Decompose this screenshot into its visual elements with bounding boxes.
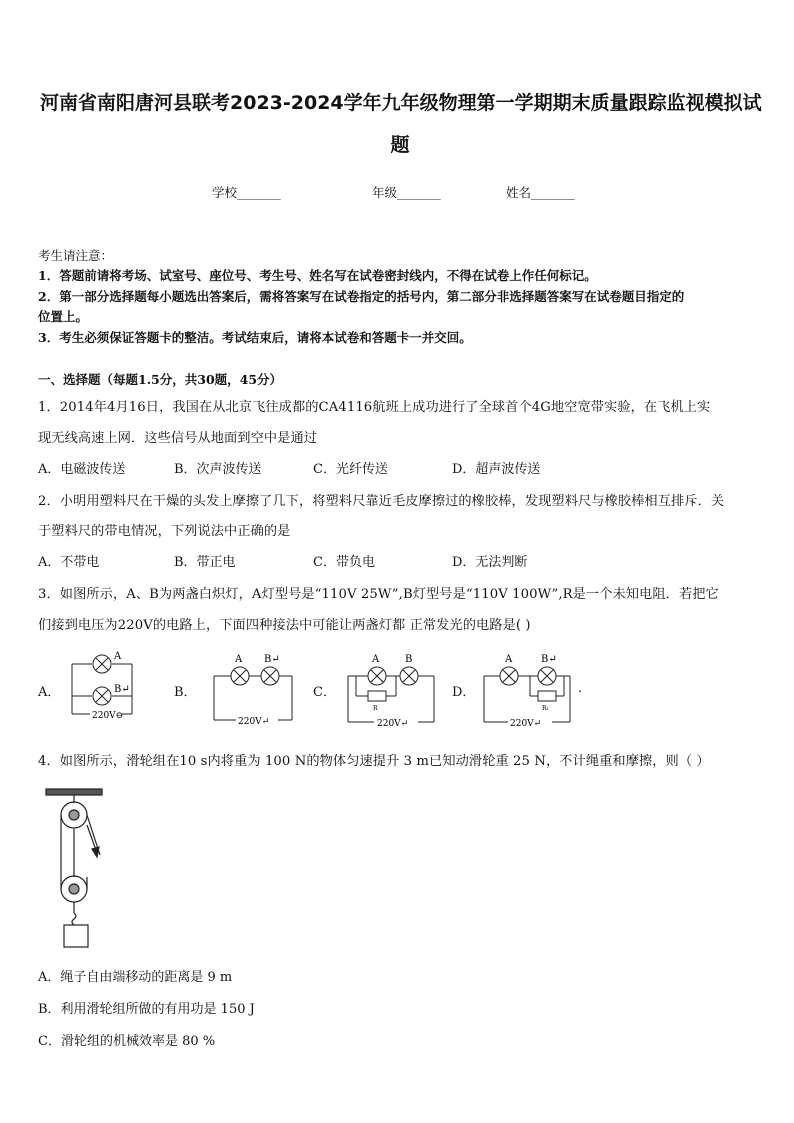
school-field: 学校_______ bbox=[212, 185, 281, 200]
notice-heading: 考生请注意： bbox=[38, 248, 114, 263]
resistor-label: R bbox=[373, 705, 378, 712]
notice-item-2-cont: 位置上。 bbox=[38, 309, 89, 324]
voltage-label: 220V↵ bbox=[238, 717, 270, 726]
voltage-label: 220V⊖ bbox=[92, 711, 124, 721]
page-title-line2: 题 bbox=[390, 134, 410, 156]
q4-option-a: A．绳子自由端移动的距离是 9 m bbox=[38, 970, 233, 985]
notice-item-2: 2．第一部分选择题每小题选出答案后，需将答案写在试卷指定的括号内，第二部分非选择题答案写在试卷题目指定的 bbox=[38, 289, 685, 304]
q3-option-d-label: D． bbox=[452, 685, 476, 700]
notice-item-1: 1．答题前请将考场、试室号、座位号、考生号、姓名写在试卷密封线内，不得在试卷上作任何标记。 bbox=[38, 268, 597, 283]
resistor bbox=[368, 691, 386, 701]
voltage-label: 220V↵ bbox=[510, 719, 542, 729]
q3-option-b-label: B． bbox=[174, 685, 197, 700]
q2-stem-line1: 2．小明用塑料尺在干燥的头发上摩擦了几下，将塑料尺靠近毛皮摩擦过的橡胶棒，发现塑料尺与橡胶棒相互排斥．关 bbox=[38, 494, 725, 509]
resistor-label: R₁ bbox=[542, 705, 549, 712]
grade-field: 年级_______ bbox=[372, 185, 441, 200]
q2-stem-line2: 于塑料尺的带电情况，下列说法中正确的是 bbox=[38, 524, 291, 539]
q1-option-c: C．光纤传送 bbox=[313, 462, 388, 477]
lamp-b-label: B bbox=[405, 654, 413, 665]
q2-option-d: D．无法判断 bbox=[452, 555, 528, 570]
q1-option-d: D．超声波传送 bbox=[452, 462, 541, 477]
lamp-a-label: A bbox=[235, 654, 243, 665]
q1-stem-line2: 现无线高速上网．这些信号从地面到空中是通过 bbox=[38, 431, 318, 446]
voltage-label: 220V↵ bbox=[377, 719, 409, 729]
ceiling bbox=[46, 789, 102, 795]
pull-direction-arrow bbox=[92, 847, 99, 857]
q4-option-c: C．滑轮组的机械效率是 80 % bbox=[38, 1034, 216, 1049]
q3-circuit-a bbox=[64, 648, 146, 724]
q3-circuit-c bbox=[342, 650, 438, 730]
q3-stem-line2: 们接到电压为220V的电路上，下面四种接法中可能让两盏灯都 正常发光的电路是( ) bbox=[38, 618, 531, 633]
lamp-b-label: B↵ bbox=[264, 654, 280, 665]
q4-option-b: B．利用滑轮组所做的有用功是 150 J bbox=[38, 1002, 255, 1017]
q1-option-b: B．次声波传送 bbox=[174, 462, 262, 477]
lamp-a-label: A bbox=[114, 651, 122, 662]
q2-option-a: A．不带电 bbox=[38, 555, 100, 570]
q2-option-b: B．带正电 bbox=[174, 555, 236, 570]
lamp-a-label: A bbox=[372, 654, 380, 665]
q3-circuit-d bbox=[478, 650, 576, 730]
q3-option-c-label: C． bbox=[313, 685, 336, 700]
name-field: 姓名_______ bbox=[506, 185, 575, 200]
q3-end-mark: . bbox=[578, 681, 583, 696]
load-block bbox=[64, 925, 88, 947]
q3-circuit-b bbox=[206, 650, 298, 726]
resistor bbox=[538, 691, 556, 701]
notice-item-3: 3．考生必须保证答题卡的整洁。考试结束后，请将本试卷和答题卡一并交回。 bbox=[38, 330, 472, 345]
lamp-a-label: A bbox=[505, 654, 513, 665]
q2-option-c: C．带负电 bbox=[313, 555, 375, 570]
section-heading: 一、选择题（每题1.5分，共30题，45分） bbox=[38, 372, 283, 387]
page-title-line1: 河南省南阳唐河县联考2023-2024学年九年级物理第一学期期末质量跟踪监视模拟试 bbox=[40, 92, 762, 114]
lamp-b-label: B↵ bbox=[541, 654, 557, 665]
lamp-b-label: B↵ bbox=[114, 684, 130, 695]
q3-stem-line1: 3．如图所示，A、B为两盏白炽灯，A灯型号是“110V 25W”,B灯型号是“110V 100W”,R是一个未知电阻．若把它 bbox=[38, 587, 719, 602]
q4-stem: 4．如图所示，滑轮组在10 s内将重为 100 N的物体匀速提升 3 m已知动滑轮重 25 N，不计绳重和摩擦，则（ ） bbox=[38, 754, 710, 769]
q4-pulley-diagram bbox=[40, 785, 120, 950]
q3-option-a-label: A． bbox=[38, 685, 61, 700]
q1-stem-line1: 1．2014年4月16日，我国在从北京飞往成都的CA4116航班上成功进行了全球首个4G地空宽带实验，在飞机上实 bbox=[38, 400, 711, 415]
q1-option-a: A．电磁波传送 bbox=[38, 462, 126, 477]
